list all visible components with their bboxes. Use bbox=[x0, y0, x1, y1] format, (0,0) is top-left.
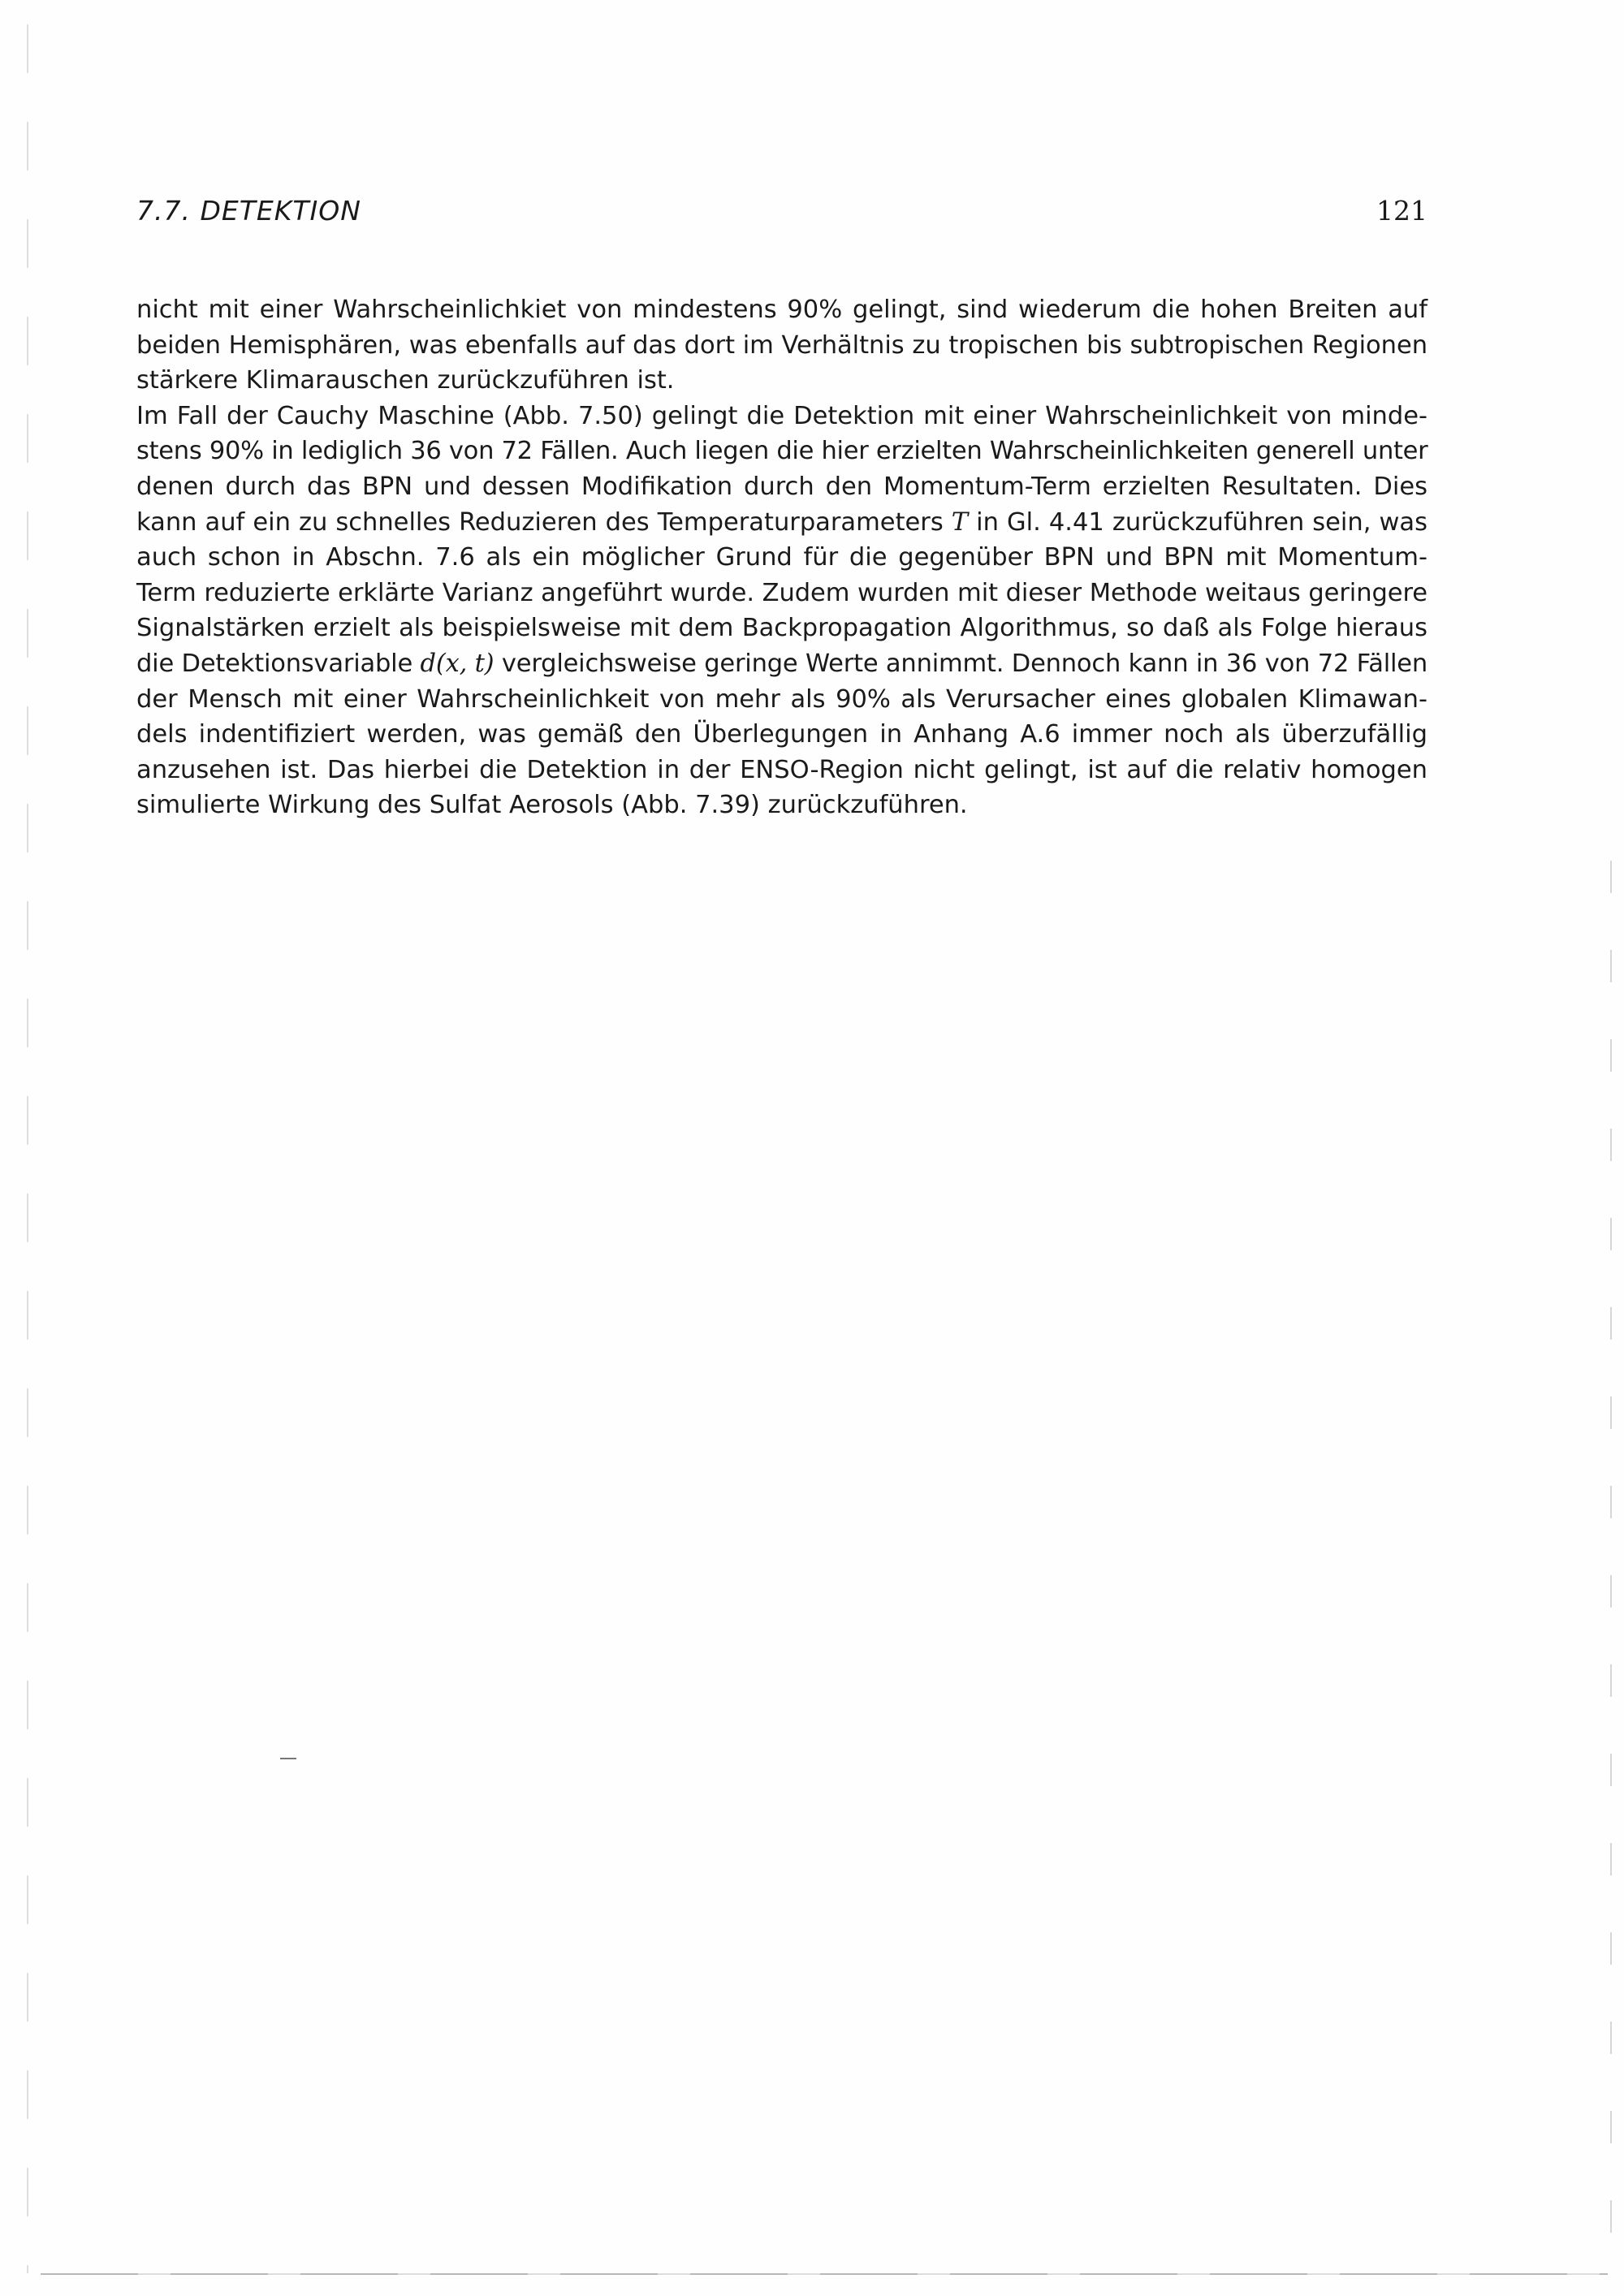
text-line bbox=[136, 646, 1427, 682]
text-fragment: die Detektionsvariable bbox=[136, 649, 421, 678]
text-line: beiden Hemisphären, was ebenfalls auf das dort im Verhältnis zu tropischen bis subtropischen Regionen bbox=[136, 330, 1427, 360]
text-line: stärkere Klimarauschen zurückzuführen ist. bbox=[136, 366, 675, 395]
text-line: dels indentifiziert werden, was gemäß den Überlegungen in Anhang A.6 immer noch als überzufällig bbox=[136, 720, 1427, 749]
text-fragment: vergleichsweise geringe Werte annimmt. Dennoch kann in 36 von 72 Fällen bbox=[494, 649, 1427, 678]
math-symbol: d(x, t) bbox=[420, 649, 495, 678]
running-header bbox=[136, 195, 1427, 234]
text-line: auch schon in Abschn. 7.6 als ein möglicher Grund für die gegenüber BPN und BPN mit Momentum- bbox=[136, 543, 1427, 572]
page-number: 121 bbox=[1376, 195, 1427, 227]
text-line: Signalstärken erzielt als beispielsweise mit dem Backpropagation Algorithmus, so daß als Folge hieraus bbox=[136, 614, 1427, 643]
body-paragraphs bbox=[136, 292, 1427, 823]
text-line: nicht mit einer Wahrscheinlichkiet von mindestens 90% gelingt, sind wiederum die hohen Breiten auf bbox=[136, 296, 1427, 324]
text-fragment: in Gl. 4.41 zurückzuführen sein, was bbox=[968, 507, 1427, 537]
stray-mark bbox=[280, 1758, 296, 1759]
text-line: anzusehen ist. Das hierbei die Detektion in der ENSO-Region nicht gelingt, ist auf die relativ homogen bbox=[136, 755, 1427, 784]
section-title: 7.7. DETEKTION bbox=[136, 195, 361, 227]
scan-edge-bottom bbox=[41, 2273, 1608, 2275]
text-fragment: kann auf ein zu schnelles Reduzieren des Temperaturparameters bbox=[136, 507, 952, 537]
text-line: der Mensch mit einer Wahrscheinlichkeit von mehr als 90% als Verursacher eines globalen Klimawan- bbox=[136, 684, 1427, 714]
text-line: Im Fall der Cauchy Maschine (Abb. 7.50) gelingt die Detektion mit einer Wahrscheinlichkeit von minde- bbox=[136, 401, 1427, 430]
text-line: simulierte Wirkung des Sulfat Aerosols (Abb. 7.39) zurückzuführen. bbox=[136, 791, 968, 820]
text-line: stens 90% in lediglich 36 von 72 Fällen. Auch liegen die hier erzielten Wahrscheinlichkeiten generell unter bbox=[136, 437, 1428, 466]
math-symbol: T bbox=[951, 507, 969, 537]
scan-edge-right bbox=[1610, 861, 1612, 2273]
text-line: denen durch das BPN und dessen Modifikation durch den Momentum-Term erzielten Resultaten. Dies bbox=[136, 472, 1427, 501]
scan-edge-left bbox=[27, 24, 28, 2273]
text-line: Term reduzierte erklärte Varianz angeführt wurde. Zudem wurden mit dieser Methode weitaus geringere bbox=[136, 578, 1427, 607]
text-line bbox=[136, 505, 1427, 541]
